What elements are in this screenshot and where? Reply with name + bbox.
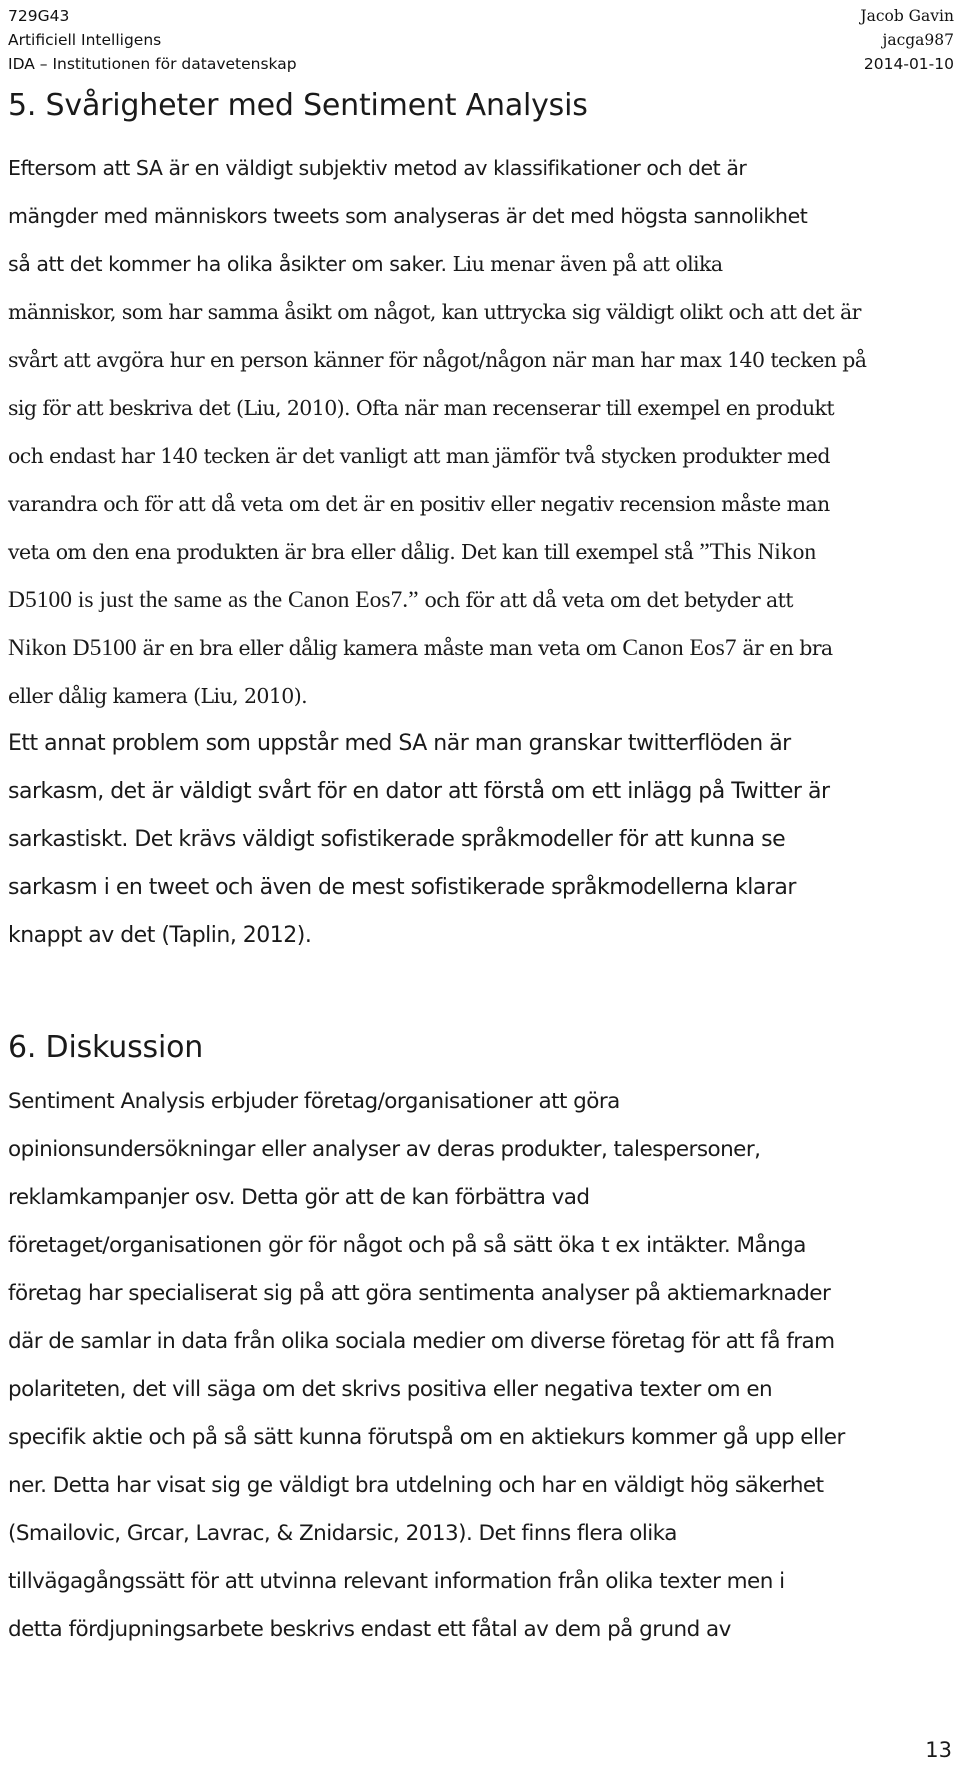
text-line: företag har specialiserat sig på att göra sentimenta analyser på aktiemarknader bbox=[8, 1281, 831, 1306]
section-5-heading: 5. Svårigheter med Sentiment Analysis bbox=[8, 88, 588, 123]
text-run: mängder med människors tweets som analyseras är det med högsta sannolikhet bbox=[8, 204, 808, 228]
course-code: 729G43 bbox=[8, 7, 70, 25]
text-run: sig för att beskriva det (Liu, 2010). Ofta när man recenserar till exempel en produkt bbox=[8, 396, 835, 420]
text-line: knappt av det (Taplin, 2012). bbox=[8, 923, 312, 948]
text-line bbox=[8, 672, 952, 720]
text-line bbox=[8, 288, 952, 336]
page-number: 13 bbox=[925, 1738, 952, 1762]
section-6-paragraph bbox=[8, 1078, 952, 1654]
text-line bbox=[8, 144, 952, 192]
text-line bbox=[8, 528, 952, 576]
text-run: är en bra eller dålig kamera måste man veta om bbox=[142, 636, 623, 660]
text-run: varandra och för att då veta om det är en positiv eller negativ recension måste man bbox=[8, 492, 830, 516]
text-line: Ett annat problem som uppstår med SA när man granskar twitterflöden är bbox=[8, 731, 791, 756]
text-run: Nikon D5100 bbox=[8, 635, 143, 661]
section-6-heading: 6. Diskussion bbox=[8, 1030, 204, 1065]
text-run: Eftersom att SA är en väldigt subjektiv metod av klassifikationer och det är bbox=[8, 156, 747, 180]
text-run: D5100 is just the same as the Canon Eos7.” bbox=[8, 587, 419, 613]
text-line: (Smailovic, Grcar, Lavrac, & Znidarsic, 2013). Det finns flera olika bbox=[8, 1521, 677, 1546]
header-row-2 bbox=[8, 28, 954, 52]
text-run: och för att då veta om det betyder att bbox=[418, 588, 793, 612]
course-name: Artificiell Intelligens bbox=[8, 31, 162, 49]
text-run: ”This Nikon bbox=[699, 539, 817, 565]
text-line: polariteten, det vill säga om det skrivs positiva eller negativa texter om en bbox=[8, 1377, 773, 1402]
text-run: Canon Eos7 bbox=[622, 635, 743, 661]
section-5-paragraph-1 bbox=[8, 144, 952, 720]
text-line bbox=[8, 432, 952, 480]
text-run: veta om den ena produkten är bra eller dålig. Det kan till exempel stå bbox=[8, 540, 700, 564]
section-5-paragraph-2 bbox=[8, 720, 952, 960]
text-line: Sentiment Analysis erbjuder företag/organisationer att göra bbox=[8, 1089, 620, 1114]
text-line: där de samlar in data från olika sociala medier om diverse företag för att få fram bbox=[8, 1329, 835, 1354]
department: IDA – Institutionen för datavetenskap bbox=[8, 55, 297, 73]
text-line: sarkasm, det är väldigt svårt för en dator att förstå om ett inlägg på Twitter är bbox=[8, 779, 830, 804]
text-line bbox=[8, 384, 952, 432]
user-id: jacga987 bbox=[882, 31, 954, 49]
text-run: är en bra bbox=[742, 636, 833, 660]
text-line bbox=[8, 192, 952, 240]
text-line bbox=[8, 624, 952, 672]
author-name: Jacob Gavin bbox=[860, 7, 954, 25]
text-line: detta fördjupningsarbete beskrivs endast ett fåtal av dem på grund av bbox=[8, 1617, 731, 1642]
document-date: 2014-01-10 bbox=[863, 55, 954, 73]
header-row-1 bbox=[8, 4, 954, 28]
text-line bbox=[8, 336, 952, 384]
text-line bbox=[8, 480, 952, 528]
text-run: eller dålig kamera (Liu, 2010). bbox=[8, 684, 308, 708]
text-line bbox=[8, 240, 952, 288]
text-run: svårt att avgöra hur en person känner för något/någon när man har max 140 tecken på bbox=[8, 348, 867, 372]
text-line: ner. Detta har visat sig ge väldigt bra utdelning och har en väldigt hög säkerhet bbox=[8, 1473, 824, 1498]
text-line: företaget/organisationen gör för något och på så sätt öka t ex intäkter. Många bbox=[8, 1233, 806, 1258]
text-line bbox=[8, 576, 952, 624]
text-line: opinionsundersökningar eller analyser av deras produkter, talespersoner, bbox=[8, 1137, 761, 1162]
text-run: människor, som har samma åsikt om något, kan uttrycka sig väldigt olikt och att det är bbox=[8, 300, 861, 324]
text-run: så att det kommer ha olika åsikter om saker. bbox=[8, 252, 453, 276]
text-run: och endast har 140 tecken är det vanligt att man jämför två stycken produkter med bbox=[8, 444, 830, 468]
text-line: reklamkampanjer osv. Detta gör att de kan förbättra vad bbox=[8, 1185, 590, 1210]
text-line: sarkastiskt. Det krävs väldigt sofistikerade språkmodeller för att kunna se bbox=[8, 827, 786, 852]
text-line: tillvägagångssätt för att utvinna relevant information från olika texter men i bbox=[8, 1569, 785, 1594]
header-row-3 bbox=[8, 52, 954, 76]
text-line: sarkasm i en tweet och även de mest sofistikerade språkmodellerna klarar bbox=[8, 875, 796, 900]
text-run: Liu menar även på att olika bbox=[452, 252, 723, 276]
page-header bbox=[8, 4, 954, 76]
text-line: specifik aktie och på så sätt kunna förutspå om en aktiekurs kommer gå upp eller bbox=[8, 1425, 845, 1450]
